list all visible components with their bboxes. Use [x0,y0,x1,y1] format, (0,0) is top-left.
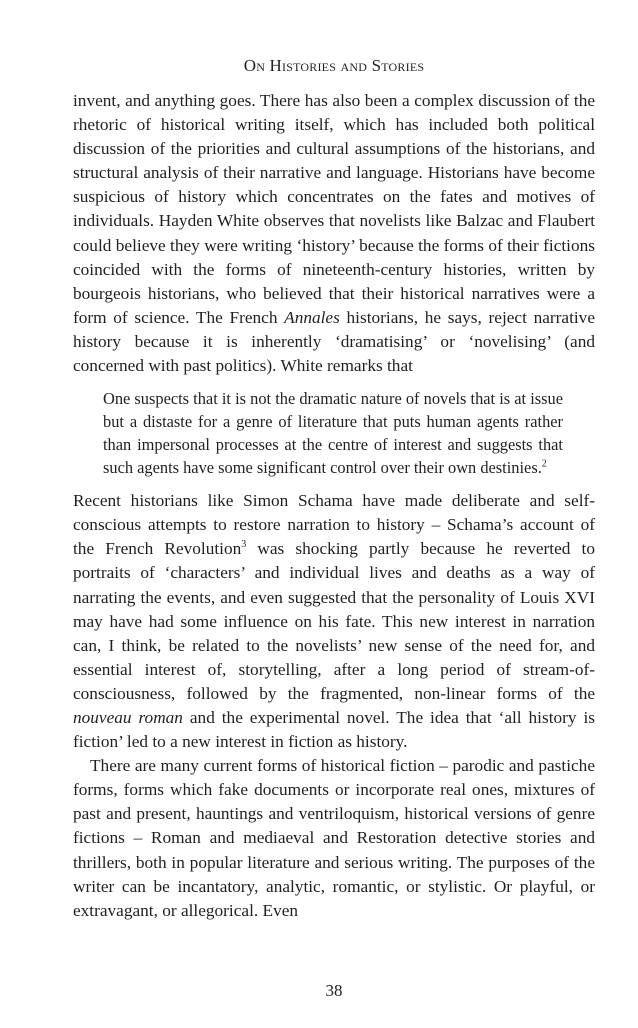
annales-italic: Annales [284,307,340,327]
nouveau-roman-italic: nouveau roman [73,707,183,727]
footnote-marker-3: 3 [241,539,247,551]
paragraph-2 [73,489,595,754]
paragraph-3: There are many current forms of historical fiction – parodic and pastiche forms, forms which fake documents or incorporate real ones, mixtures of past and present, hauntings and ventriloquism, historical versions of genre fictions – Roman and mediaeval and Restoration detective stories and thrillers, both in popular literature and serious writing. The purposes of the writer can be incantatory, analytic, romantic, or stylistic. Or playful, or extravagant, or allegorical. Even [73,756,595,920]
page-number: 38 [325,981,343,1000]
paragraph-1-text-a: invent, and anything goes. There has also been a complex discussion of the rhetoric of historical writing itself, which has included both political discussion of the priorities and cultural assumptions of the historians, and structural analysis of their narrative and language. Historians have become suspicious of history which concentrates on the fates and motives of individuals. Hayden White observes that novelists like Balzac and Flaubert could believe they were writing ‘history’ because the forms of their fictions coincided with the forms of nineteenth-century histories, written by bourgeois historians, who believed that their historical narratives were a form of science. The French [73,91,595,327]
paragraph-2-text-b: was shocking partly because he reverted to portraits of ‘characters’ and individual lives and deaths as a way of narrating the events, and even suggested that the personality of Louis XVI may have had some influence on his fate. This new interest in narration can, I think, be related to the novelists’ new sense of the need for, and essential interest of, storytelling, after a long period of stream-of-consciousness, followed by the fragmented, non-linear forms of the [73,539,595,703]
running-title: On Histories and Stories [243,56,425,75]
paragraph-2-text-a: Recent historians like Simon Schama have made deliberate and self-conscious attempts to restore narration to history – Schama’s account of the French Revolution [73,491,595,559]
block-quote [103,387,563,479]
body-text [73,89,595,923]
book-page [73,0,595,1028]
footnote-marker-2: 2 [541,458,547,470]
paragraph-1 [73,89,595,378]
paragraph-1-text-b: historians, he says, reject narrative history because it is inherently ‘dramatising’ or ‘novelising’ (and concerned with past politics). White remarks that [73,307,595,376]
paragraph-2-text-c: and the experimental novel. The idea that ‘all history is fiction’ led to a new interest in fiction as history. [73,707,595,752]
quote-text: One suspects that it is not the dramatic nature of novels that is at issue but a distaste for a genre of literature that puts human agents rather than impersonal processes at the centre of interest and suggests that such agents have some significant control over their own destinies. [103,389,563,478]
